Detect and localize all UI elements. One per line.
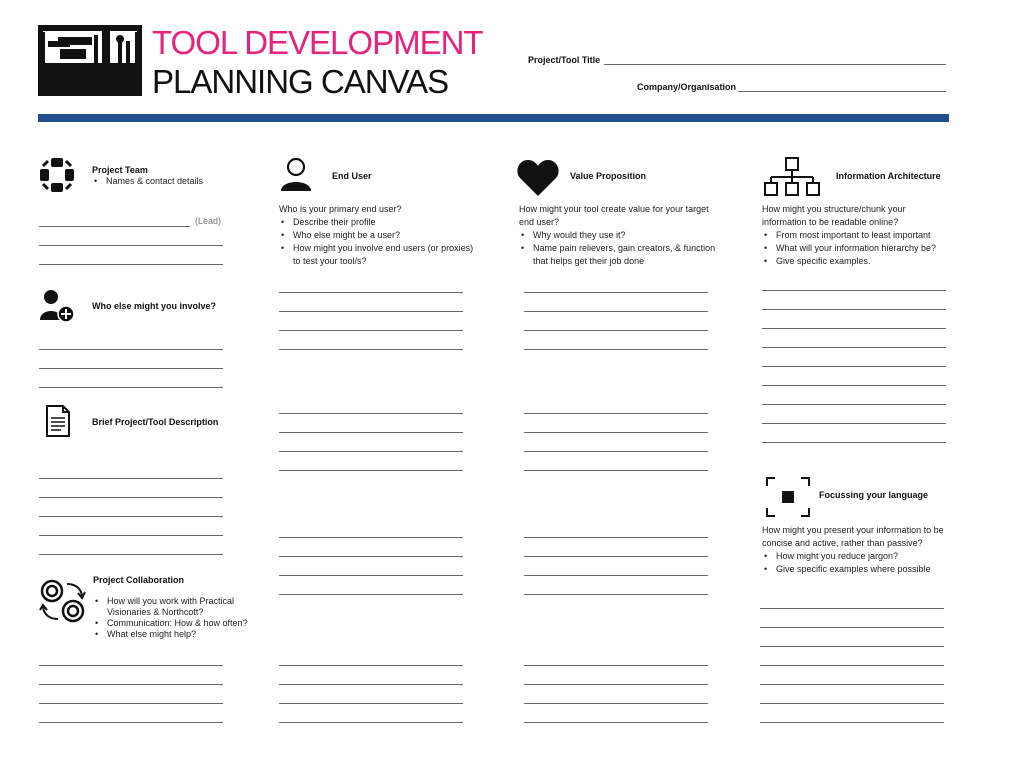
bullet: • Give specific examples where possible [762, 563, 957, 576]
value-line[interactable] [524, 311, 708, 312]
value-line[interactable] [524, 292, 708, 293]
value-line[interactable] [524, 470, 708, 471]
end-user-line[interactable] [279, 665, 463, 666]
project-title-line[interactable] [604, 64, 946, 65]
focus-line[interactable] [760, 646, 944, 647]
bullet: • What will your information hierarchy be? [762, 242, 952, 255]
add-user-icon [39, 288, 75, 329]
ia-line[interactable] [762, 290, 946, 291]
value-line[interactable] [524, 330, 708, 331]
value-line[interactable] [524, 451, 708, 452]
brief-line[interactable] [39, 497, 223, 498]
end-user-line[interactable] [279, 684, 463, 685]
bullet: • Who else might be a user? [279, 229, 479, 242]
ia-line[interactable] [762, 347, 946, 348]
value-line[interactable] [524, 349, 708, 350]
bullet: • Name pain relievers, gain creators, & function that helps get their job done [519, 242, 724, 268]
end-user-line[interactable] [279, 349, 463, 350]
end-user-line[interactable] [279, 292, 463, 293]
title-line1: TOOL DEVELOPMENT [152, 24, 483, 61]
focussing-language-intro: How might you present your information to be concise and active, rather than passive? [762, 525, 944, 548]
lead-line[interactable] [39, 226, 190, 227]
document-icon [45, 405, 71, 442]
brief-title: Brief Project/Tool Description [92, 417, 219, 427]
end-user-line[interactable] [279, 470, 463, 471]
end-user-line[interactable] [279, 556, 463, 557]
focus-line[interactable] [760, 665, 944, 666]
ia-line[interactable] [762, 442, 946, 443]
value-proposition-intro: How might your tool create value for your target end user? [519, 204, 709, 227]
who-else-line[interactable] [39, 368, 223, 369]
bullet: • How might you involve end users (or proxies) to test your tool/s? [279, 242, 479, 268]
heart-icon [517, 159, 559, 202]
ia-line[interactable] [762, 404, 946, 405]
bullet: • From most important to least important [762, 229, 952, 242]
end-user-text [279, 203, 479, 268]
end-user-line[interactable] [279, 722, 463, 723]
bullet: • Give specific examples. [762, 255, 952, 268]
value-line[interactable] [524, 432, 708, 433]
end-user-line[interactable] [279, 432, 463, 433]
value-proposition-title: Value Proposition [570, 171, 647, 181]
team-line[interactable] [39, 264, 223, 265]
bullet: • How will you work with Practical Visionaries & Northcott? [93, 596, 263, 618]
hierarchy-icon [762, 157, 822, 202]
value-line[interactable] [524, 413, 708, 414]
value-line[interactable] [524, 703, 708, 704]
focus-icon [766, 477, 810, 522]
who-else-line[interactable] [39, 349, 223, 350]
lead-label: (Lead) [195, 216, 222, 226]
project-team-title: Project Team [92, 165, 148, 175]
information-architecture-intro: How might you structure/chunk your information to be readable online? [762, 204, 906, 227]
bullet: • What else might help? [93, 629, 263, 640]
focus-line[interactable] [760, 703, 944, 704]
value-proposition-text [519, 203, 724, 268]
team-icon [39, 157, 75, 198]
end-user-line[interactable] [279, 451, 463, 452]
information-architecture-text [762, 203, 952, 268]
collab-line[interactable] [39, 703, 223, 704]
team-line[interactable] [39, 245, 223, 246]
project-team-bullets [92, 175, 252, 188]
title-line2: PLANNING CANVAS [152, 63, 449, 100]
end-user-title: End User [332, 171, 372, 181]
collab-line[interactable] [39, 684, 223, 685]
ia-line[interactable] [762, 328, 946, 329]
brief-line[interactable] [39, 516, 223, 517]
end-user-line[interactable] [279, 575, 463, 576]
end-user-line[interactable] [279, 703, 463, 704]
end-user-line[interactable] [279, 330, 463, 331]
end-user-line[interactable] [279, 594, 463, 595]
focus-line[interactable] [760, 684, 944, 685]
end-user-line[interactable] [279, 537, 463, 538]
brief-line[interactable] [39, 535, 223, 536]
information-architecture-title: Information Architecture [836, 171, 941, 181]
value-line[interactable] [524, 537, 708, 538]
end-user-line[interactable] [279, 413, 463, 414]
who-else-line[interactable] [39, 387, 223, 388]
bullet: • Communication: How & how often? [93, 618, 263, 629]
collab-line[interactable] [39, 665, 223, 666]
end-user-line[interactable] [279, 311, 463, 312]
value-line[interactable] [524, 575, 708, 576]
value-line[interactable] [524, 665, 708, 666]
focus-line[interactable] [760, 608, 944, 609]
bullet: • Why would they use it? [519, 229, 724, 242]
brief-line[interactable] [39, 554, 223, 555]
bullet: • How might you reduce jargon? [762, 550, 957, 563]
toolbox-icon [38, 25, 142, 96]
ia-line[interactable] [762, 423, 946, 424]
ia-line[interactable] [762, 309, 946, 310]
focus-line[interactable] [760, 627, 944, 628]
project-title-label: Project/Tool Title [528, 55, 601, 65]
sync-icon [39, 578, 87, 629]
company-label: Company/Organisation [637, 82, 737, 92]
company-line[interactable] [738, 91, 946, 92]
ia-line[interactable] [762, 385, 946, 386]
bullet: • Describe their profile [279, 216, 479, 229]
header-divider [38, 114, 949, 122]
value-line[interactable] [524, 556, 708, 557]
collaboration-title: Project Collaboration [93, 575, 185, 585]
bullet: • Names & contact details [92, 175, 252, 188]
ia-line[interactable] [762, 366, 946, 367]
collab-line[interactable] [39, 722, 223, 723]
value-line[interactable] [524, 722, 708, 723]
collaboration-bullets [93, 596, 263, 640]
focus-line[interactable] [760, 722, 944, 723]
brief-line[interactable] [39, 478, 223, 479]
value-line[interactable] [524, 684, 708, 685]
focussing-language-text [762, 524, 957, 576]
who-else-title: Who else might you involve? [92, 301, 217, 311]
person-icon [279, 157, 313, 198]
focussing-language-title: Focussing your language [819, 490, 929, 500]
value-line[interactable] [524, 594, 708, 595]
end-user-intro: Who is your primary end user? [279, 204, 402, 214]
